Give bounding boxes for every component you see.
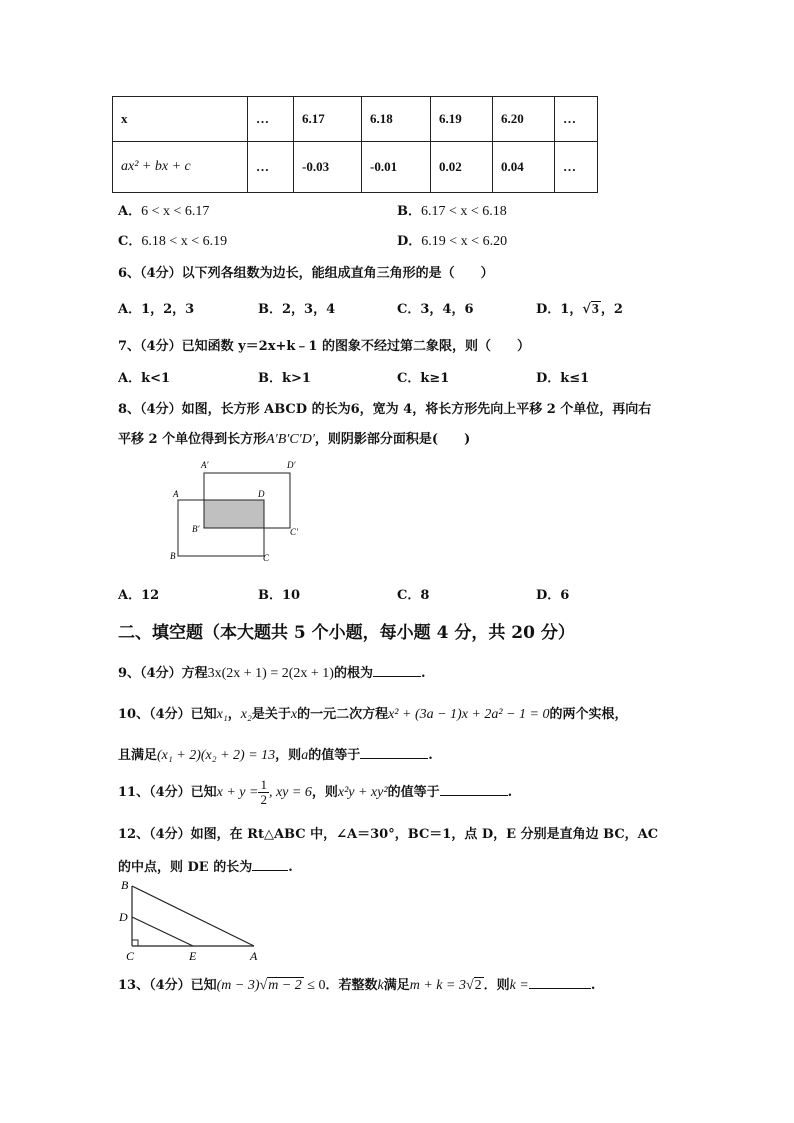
q8-option-b: B．10 bbox=[258, 588, 301, 603]
answer-blank bbox=[252, 858, 288, 871]
q13-prefix: 13、（4分）已知 bbox=[118, 978, 217, 993]
answer-blank bbox=[440, 783, 508, 796]
table-row bbox=[113, 97, 598, 142]
q13-inequality: ≤ 0 bbox=[303, 978, 326, 993]
q12-stem-line2 bbox=[118, 856, 293, 875]
q5-option-b bbox=[397, 200, 507, 220]
label-A: A bbox=[250, 949, 258, 963]
q10-text: 是关于 bbox=[251, 707, 291, 722]
answer-blank bbox=[360, 746, 428, 759]
table-cell: ax² + bx + c bbox=[113, 142, 248, 193]
q11-end: . bbox=[507, 785, 513, 800]
q10-text: ， bbox=[227, 707, 241, 722]
q9 bbox=[118, 662, 425, 682]
q10-text: 的两个实根， bbox=[549, 707, 628, 722]
label-A: A bbox=[173, 489, 179, 499]
q11-rhs: , xy = 6 bbox=[268, 785, 312, 800]
label-E: E bbox=[189, 949, 197, 963]
q11-expression: x²y + xy² bbox=[337, 785, 388, 800]
q12-text: 的中点，则 DE 的长为 bbox=[118, 860, 253, 875]
option-text: D．1， bbox=[536, 302, 583, 317]
shaded-region bbox=[204, 500, 264, 528]
q8-option-c: C．8 bbox=[397, 588, 430, 603]
q10-equation: x² + (3a − 1)x + 2a² − 1 = 0 bbox=[388, 707, 550, 722]
table-cell: -0.01 bbox=[362, 142, 431, 193]
segment-de bbox=[132, 917, 193, 946]
q10-end: . bbox=[428, 748, 433, 763]
q7-option-b: B．k>1 bbox=[258, 371, 311, 386]
q6-option-a: A．1，2，3 bbox=[118, 302, 195, 317]
rect-name: A′B′C′D′ bbox=[266, 432, 315, 447]
table-cell: x bbox=[113, 97, 248, 142]
q7-stem: 7、（4分）已知函数 y＝2x+k﹣1 的图象不经过第二象限，则（ ） bbox=[118, 339, 530, 354]
q7-option-a: A．k<1 bbox=[118, 371, 171, 386]
sqrt-radicand: m − 2 bbox=[268, 978, 302, 993]
table-cell: … bbox=[555, 97, 598, 142]
var-x1: x₁ bbox=[216, 707, 228, 722]
q10-text: ，则 bbox=[275, 748, 302, 763]
option-letter: B． bbox=[397, 204, 421, 219]
option-expr: 6.17 < x < 6.18 bbox=[421, 204, 507, 219]
label-D: D bbox=[119, 910, 128, 924]
q13: 13、（4分）已知(m − 3)√m − 2 ≤ 0．若整数k满足m + k = 3√2 ．则k = . bbox=[118, 978, 596, 993]
q5-option-c bbox=[118, 230, 227, 250]
sqrt-radicand: 3 bbox=[591, 302, 599, 317]
option-expr: 6.18 < x < 6.19 bbox=[141, 234, 228, 249]
fraction-one-half bbox=[258, 778, 269, 807]
q12-stem-line1: 12、（4分）如图，在 Rt△ABC 中，∠A＝30°，BC＝1，点 D，E 分别是直角边 BC，AC bbox=[118, 827, 659, 842]
triangle-figure bbox=[116, 876, 266, 966]
table-cell: 6.19 bbox=[431, 97, 493, 142]
q13-end: . bbox=[590, 978, 596, 993]
option-letter: D． bbox=[397, 234, 422, 249]
q13-text: 满足 bbox=[383, 978, 410, 993]
value-table bbox=[112, 96, 598, 193]
q9-suffix: 的根为 bbox=[333, 666, 373, 681]
q11-prefix: 11、（4分）已知 bbox=[118, 785, 217, 800]
q10-text: 且满足 bbox=[118, 748, 158, 763]
var-x: x bbox=[290, 707, 298, 722]
q6-option-c: C．3，4，6 bbox=[397, 302, 474, 317]
q8-option-a: A．12 bbox=[118, 588, 160, 603]
section-title: 二、填空题（本大题共 5 个小题，每小题 4 分，共 20 分） bbox=[118, 623, 575, 643]
table-cell: 6.17 bbox=[294, 97, 362, 142]
q11 bbox=[118, 778, 512, 808]
label-B: B bbox=[170, 551, 176, 561]
var-x2: x₂ bbox=[240, 707, 252, 722]
q8-stem-line1: 8、（4分）如图，长方形 ABCD 的长为6，宽为 4，将长方形先向上平移 2 个单位，再向右 bbox=[118, 402, 652, 417]
q13-k-equals: k = bbox=[509, 978, 529, 993]
q13-text: ．若整数 bbox=[325, 978, 378, 993]
q10-text: 的值等于 bbox=[308, 748, 361, 763]
q9-prefix: 9、（4分）方程 bbox=[118, 666, 208, 681]
right-angle-mark bbox=[132, 940, 138, 946]
q10-condition: (x₁ + 2)(x₂ + 2) = 13 bbox=[157, 748, 276, 763]
var-k: k bbox=[377, 978, 384, 993]
label-D: D bbox=[258, 489, 265, 499]
q11-post: 的值等于 bbox=[387, 785, 440, 800]
option-letter: C． bbox=[118, 234, 142, 249]
option-letter: A． bbox=[118, 204, 142, 219]
q9-end: . bbox=[420, 666, 426, 681]
q12-end: . bbox=[288, 860, 293, 875]
table-cell: … bbox=[248, 97, 294, 142]
stem-text: 平移 2 个单位得到长方形 bbox=[118, 432, 267, 447]
label-C: C bbox=[126, 949, 135, 963]
q6-option-b: B．2，3，4 bbox=[258, 302, 336, 317]
table-cell: 0.02 bbox=[431, 142, 493, 193]
label-B1: B′ bbox=[192, 524, 200, 534]
option-expr: 6.19 < x < 6.20 bbox=[421, 234, 508, 249]
denominator: 2 bbox=[260, 792, 267, 807]
q10-text: 10、（4分）已知 bbox=[118, 707, 217, 722]
sqrt-radicand: 2 bbox=[474, 978, 482, 993]
option-text: ，2 bbox=[600, 302, 623, 317]
label-C: C bbox=[263, 553, 270, 563]
translation-figure bbox=[160, 455, 320, 570]
table-cell: -0.03 bbox=[294, 142, 362, 193]
table-cell: … bbox=[555, 142, 598, 193]
label-D1: D′ bbox=[287, 460, 296, 470]
table-cell: 0.04 bbox=[493, 142, 555, 193]
q6-stem: 6、（4分）以下列各组数为边长，能组成直角三角形的是（ ） bbox=[118, 266, 494, 281]
q9-equation: 3x(2x + 1) = 2(2x + 1) bbox=[207, 666, 334, 681]
q13-text: ．则 bbox=[483, 978, 510, 993]
answer-blank bbox=[529, 976, 591, 989]
q7-option-c: C．k≥1 bbox=[397, 371, 450, 386]
side-ab bbox=[132, 886, 254, 946]
table-row bbox=[113, 142, 598, 193]
label-C1: C′ bbox=[290, 527, 298, 537]
label-A1: A′ bbox=[201, 460, 209, 470]
q13-factor: (m − 3) bbox=[216, 978, 260, 993]
q11-lhs: x + y = bbox=[216, 785, 259, 800]
q13-equation: m + k = 3 bbox=[409, 978, 466, 993]
q11-mid: ，则 bbox=[311, 785, 338, 800]
q8-stem-line2 bbox=[118, 428, 470, 448]
table-cell: … bbox=[248, 142, 294, 193]
q8-option-d: D．6 bbox=[536, 588, 570, 603]
option-expr: 6 < x < 6.17 bbox=[141, 204, 210, 219]
q6-option-d: D．1，√3 ，2 bbox=[536, 302, 623, 317]
q10-line2 bbox=[118, 744, 433, 764]
numerator: 1 bbox=[260, 777, 267, 792]
q5-option-a bbox=[118, 200, 209, 220]
stem-text: ，则阴影部分面积是( ) bbox=[314, 432, 471, 447]
table-cell: 6.20 bbox=[493, 97, 555, 142]
q10-text: 的一元二次方程 bbox=[297, 707, 389, 722]
q7-option-d: D．k≤1 bbox=[536, 371, 590, 386]
q10-line1 bbox=[118, 703, 628, 723]
var-a: a bbox=[301, 748, 309, 763]
table-cell: 6.18 bbox=[362, 97, 431, 142]
q5-option-d bbox=[397, 230, 507, 250]
label-B: B bbox=[121, 878, 129, 892]
answer-blank bbox=[373, 664, 421, 677]
